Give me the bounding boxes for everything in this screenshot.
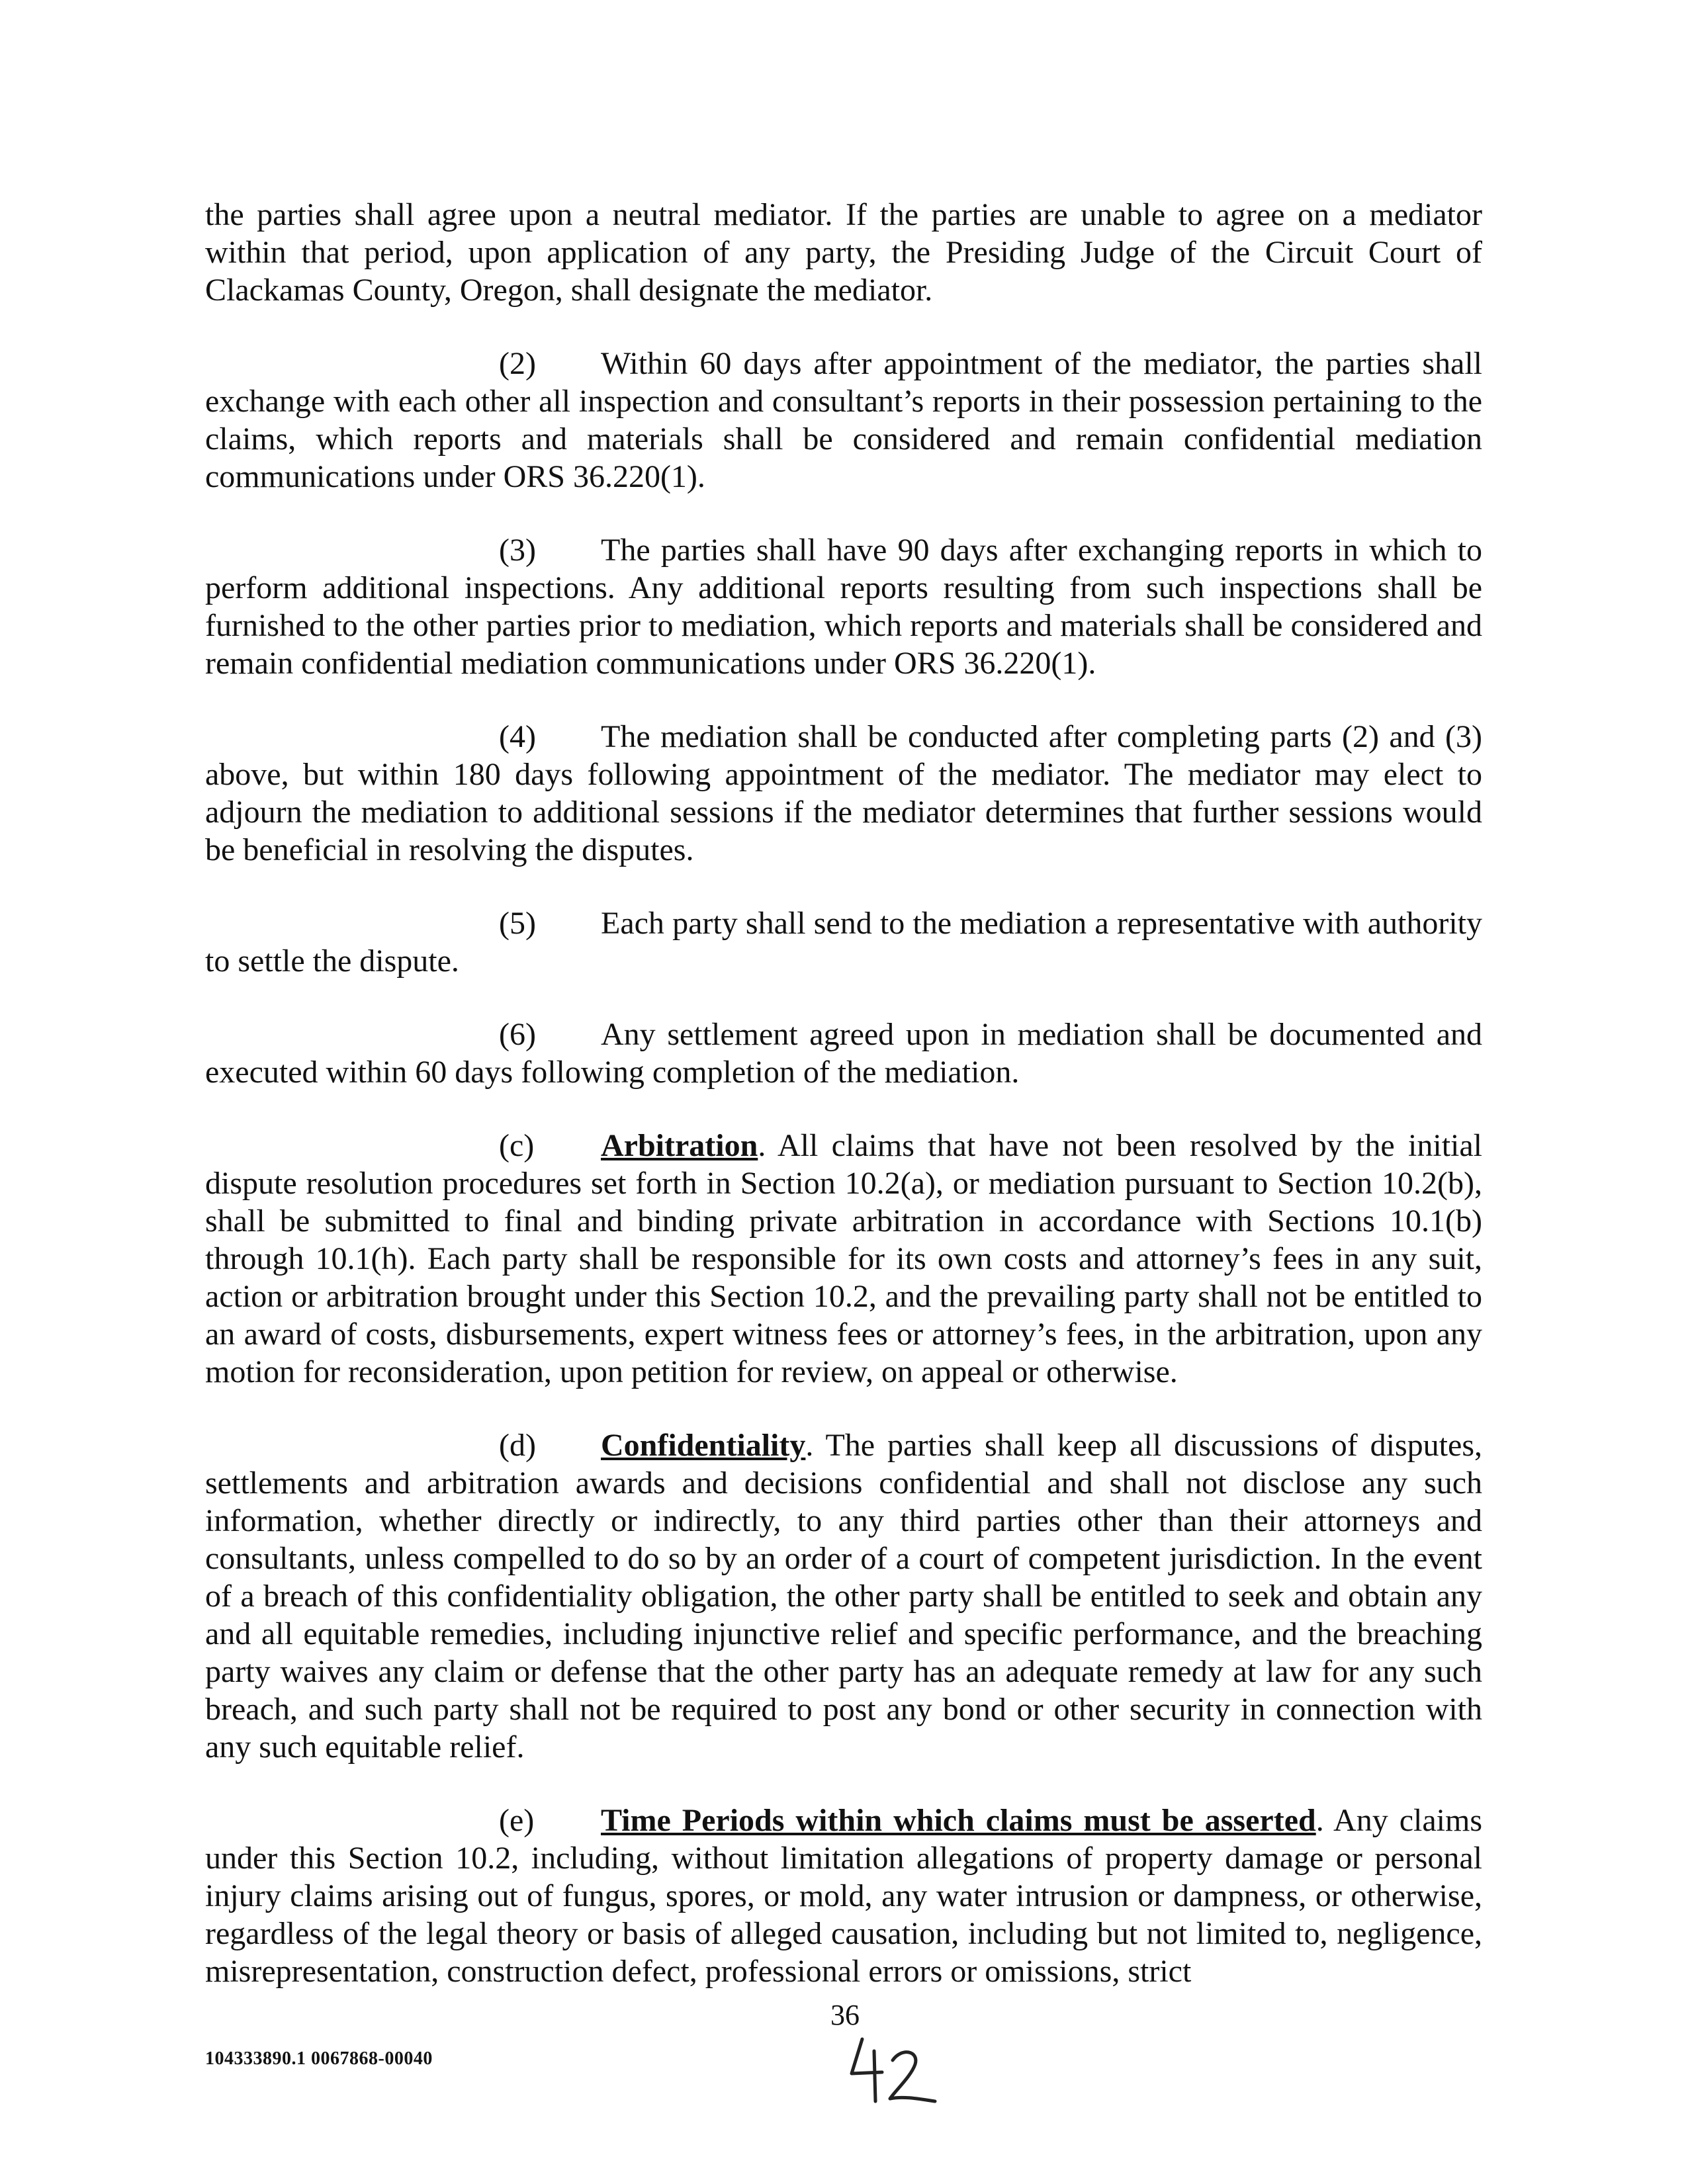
section-arbitration (205, 1127, 1482, 1391)
paragraph-text: The mediation shall be conducted after completing parts (2) and (3) above, but within 180 days following appointment of the mediator. The mediator may elect to adjourn the mediation to additional sessions if the mediator determines that further sessions would be beneficial in resolving the disputes. (205, 719, 1482, 867)
mediation-paragraph-5 (205, 904, 1482, 980)
paragraph-text: The parties shall have 90 days after exchanging reports in which to perform additional inspections. Any additional reports resulting from such inspections shall be furnished to the other parties prior to mediation, which reports and materials shall be considered and remain confidential mediation communications under ORS 36.220(1). (205, 533, 1482, 681)
paragraph-text: Each party shall send to the mediation a representative with authority to settle the dispute. (205, 906, 1482, 979)
paragraph-label: (5) (499, 906, 536, 941)
mediation-paragraph-6 (205, 1016, 1482, 1091)
document-id: 104333890.1 0067868-00040 (205, 2048, 433, 2069)
heading-period: . (758, 1128, 766, 1163)
document-body (205, 196, 1482, 2026)
heading-period: . (1315, 1803, 1324, 1838)
section-heading: Time Periods within which claims must be asserted (601, 1803, 1316, 1838)
paragraph-label: (2) (499, 346, 536, 381)
paragraph-label: (6) (499, 1017, 536, 1052)
section-text: The parties shall keep all discussions of disputes, settlements and arbitration awards and decisions confidential and shall not disclose any such information, whether directly or indirectly, to any third parties other than their attorneys and consultants, unless compelled to do so by an order of a court of competent jurisdiction. In the event of a breach of this confidentiality obligation, the other party shall be entitled to seek and obtain any and all equitable remedies, including injunctive relief and specific performance, and the breaching party waives any claim or defense that the other party has an adequate remedy at law for any such breach, and such party shall not be required to post any bond or other security in connection with any such equitable relief. (205, 1428, 1482, 1765)
section-heading: Arbitration (601, 1128, 758, 1163)
paragraph-text: Within 60 days after appointment of the mediator, the parties shall exchange with each other all inspection and consultant’s reports in their possession pertaining to the claims, which reports and materials shall be considered and remain confidential mediation communications under ORS 36.220(1). (205, 346, 1482, 494)
section-text: Any claims under this Section 10.2, including, without limitation allegations of property damage or personal injury claims arising out of fungus, spores, or mold, any water intrusion or dampness, or otherwise, regardless of the legal theory or basis of alleged causation, including but not limited to, negligence, misrepresentation, construction defect, professional errors or omissions, strict (205, 1803, 1482, 1989)
mediation-paragraph-3 (205, 531, 1482, 682)
section-heading: Confidentiality (601, 1428, 806, 1463)
paragraph-label: (4) (499, 719, 536, 754)
paragraph-label: (3) (499, 533, 536, 568)
intro-text: the parties shall agree upon a neutral mediator. If the parties are unable to agree on a mediator within that period, upon application of any party, the Presiding Judge of the Circuit Court of Clackamas County, Oregon, shall designate the mediator. (205, 197, 1482, 308)
section-label: (d) (499, 1428, 536, 1463)
section-label: (c) (499, 1128, 535, 1163)
mediation-paragraph-4 (205, 718, 1482, 869)
section-text: All claims that have not been resolved by the initial dispute resolution procedures set forth in Section 10.2(a), or mediation pursuant to Section 10.2(b), shall be submitted to final and binding private arbitration in accordance with Sections 10.1(b) through 10.1(h). Each party shall be responsible for its own costs and attorney’s fees in any suit, action or arbitration brought under this Section 10.2, and the prevailing party shall not be entitled to an award of costs, disbursements, expert witness fees or attorney’s fees, in the arbitration, upon any motion for reconsideration, upon petition for review, on appeal or otherwise. (205, 1128, 1482, 1389)
paragraph-text: Any settlement agreed upon in mediation shall be documented and executed within 60 days following completion of the mediation. (205, 1017, 1482, 1090)
section-time-periods (205, 1802, 1482, 1990)
heading-period: . (805, 1428, 814, 1463)
section-label: (e) (499, 1803, 535, 1838)
mediation-paragraph-2 (205, 345, 1482, 496)
intro-paragraph (205, 196, 1482, 309)
section-confidentiality (205, 1426, 1482, 1766)
handwritten-page-number (837, 2032, 943, 2112)
page-number: 36 (830, 1999, 860, 2031)
